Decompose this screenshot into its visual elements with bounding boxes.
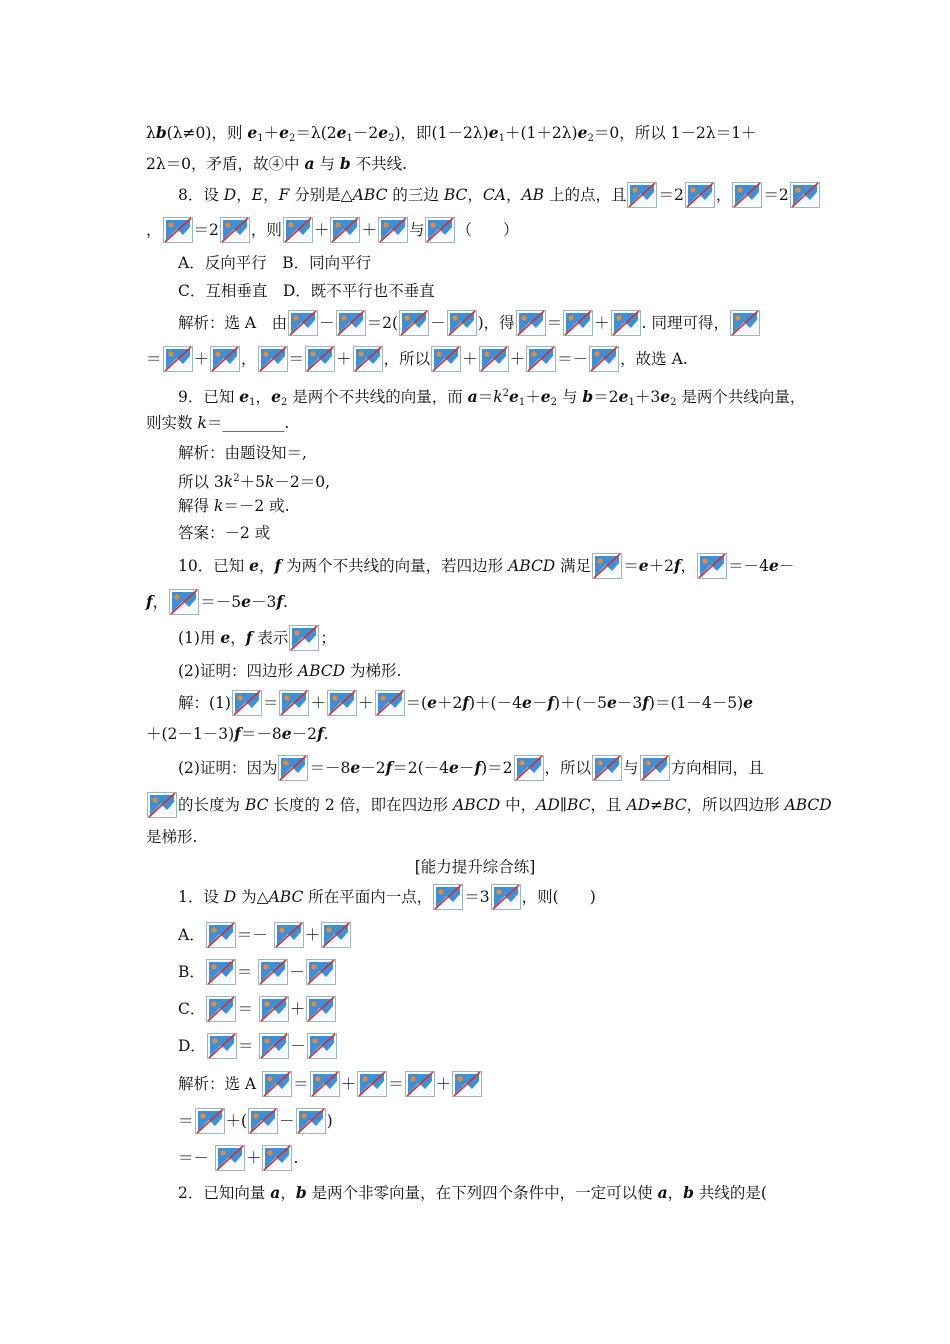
broken-image-icon [305, 346, 335, 372]
broken-image-icon [433, 884, 463, 910]
broken-image-icon [592, 553, 622, 579]
broken-image-icon [730, 310, 760, 336]
solution-line: ＝ ＋ ， ＝ ＋ ，所以 ＋ ＋ ＝－ ，故选 A. [146, 342, 810, 376]
broken-image-icon [526, 346, 556, 372]
option-line: B． ＝ － [178, 955, 810, 989]
broken-image-icon [592, 755, 622, 781]
broken-image-icon [262, 1145, 292, 1171]
broken-image-icon [283, 217, 313, 243]
broken-image-icon [289, 625, 319, 651]
solution-line: 所以 $3k^2+5k-2=0$, [178, 473, 331, 491]
broken-image-icon [327, 690, 357, 716]
broken-image-icon [163, 217, 193, 243]
broken-image-icon [399, 310, 429, 336]
option-line: D． ＝ － [178, 1029, 810, 1063]
question-10-line: 10．已知 e，f 为两个不共线的向量，若四边形 ABCD 满足 ＝e＋2f， ＝－4e－ [178, 549, 810, 583]
broken-image-icon [306, 959, 336, 985]
broken-image-icon [447, 310, 477, 336]
problem-2-line: 2．已知向量 a，b 是两个非零向量，在下列四个条件中，一定可以使 a，b 共线的是( [178, 1183, 767, 1202]
broken-image-icon [611, 310, 641, 336]
broken-image-icon [259, 996, 289, 1022]
section-heading: [能力提升综合练] [414, 858, 536, 876]
broken-image-icon [378, 217, 408, 243]
broken-image-icon [375, 690, 405, 716]
question-10-line: (2)证明：四边形 ABCD 为梯形. [178, 662, 402, 680]
broken-image-icon [479, 346, 509, 372]
option-line: C．互相垂直 D．既不平行也不垂直 [178, 282, 435, 300]
broken-image-icon [627, 182, 657, 208]
option-line: C． ＝ ＋ [178, 992, 810, 1026]
broken-image-icon [310, 1071, 340, 1097]
broken-image-icon [491, 884, 521, 910]
broken-image-icon [405, 1071, 435, 1097]
broken-image-icon [353, 346, 383, 372]
broken-image-icon [232, 690, 262, 716]
broken-image-icon [207, 1033, 237, 1059]
broken-image-icon [147, 792, 177, 818]
broken-image-icon [220, 217, 250, 243]
question-9-line: 则实数 k＝________. [146, 414, 290, 432]
broken-image-icon [169, 589, 199, 615]
broken-image-icon [321, 922, 351, 948]
broken-image-icon [296, 1108, 326, 1134]
solution-line: 解：(1) ＝ ＋ ＋ ＝(e＋2f)＋(－4e－f)＋(－5e－3f)＝(1－4－5)e [178, 686, 810, 720]
question-9-line: 9．已知 $e_1$，$e_2$ 是两个不共线的向量，而 $a=k^2e_1+e_2$ 与 $b=2e_1+3e_2$ 是两个共线向量， [178, 387, 806, 408]
broken-image-icon [210, 346, 240, 372]
broken-image-icon [685, 182, 715, 208]
solution-line: 的长度为 BC 长度的 2 倍，即在四边形 ABCD 中，AD∥BC，且 AD≠BC，所以四边形 ABCD [146, 788, 810, 822]
broken-image-icon [425, 217, 455, 243]
option-line: A．反向平行 B．同向平行 [178, 254, 372, 272]
solution-line: 解析：由题设知＝, [178, 444, 307, 462]
broken-image-icon [206, 959, 236, 985]
broken-image-icon [258, 959, 288, 985]
broken-image-icon [589, 346, 619, 372]
solution-line: ＋(2－1－3)f＝－8e－2f. [146, 724, 329, 743]
text-line: 2λ＝0，矛盾，故④中 a 与 b 不共线. [146, 154, 408, 173]
solution-line: 解析：选 A ＝ ＋ ＝ ＋ [178, 1067, 810, 1101]
broken-image-icon [279, 690, 309, 716]
broken-image-icon [259, 1033, 289, 1059]
solution-line: 是梯形. [146, 828, 198, 846]
question-8-line: 8．设 D，E，F 分别是△ABC 的三边 BC，CA，AB 上的点，且 ＝2 ， ＝2 [178, 178, 810, 212]
broken-image-icon [330, 217, 360, 243]
broken-image-icon [336, 310, 366, 336]
broken-image-icon [215, 1145, 245, 1171]
broken-image-icon [514, 755, 544, 781]
question-8-line: ， ＝2 ，则 ＋ ＋ 与 （ ） [146, 213, 810, 247]
broken-image-icon [452, 1071, 482, 1097]
question-10-line: f， ＝－5e－3f. [146, 585, 810, 619]
solution-line: 解析：选 A 由 － ＝2( － )，得 ＝ ＋ . 同理可得， [178, 306, 810, 340]
broken-image-icon [790, 182, 820, 208]
broken-image-icon [357, 1071, 387, 1097]
broken-image-icon [248, 1108, 278, 1134]
solution-line: ＝－ ＋ . [178, 1141, 810, 1175]
problem-1-line: 1．设 D 为△ABC 所在平面内一点， ＝3 ，则( ) [178, 880, 810, 914]
broken-image-icon [306, 996, 336, 1022]
broken-image-icon [563, 310, 593, 336]
question-10-line: (1)用 e，f 表示 ； [178, 621, 810, 655]
broken-image-icon [697, 553, 727, 579]
option-line: A． ＝－ ＋ [178, 918, 810, 952]
broken-image-icon [640, 755, 670, 781]
broken-image-icon [431, 346, 461, 372]
broken-image-icon [278, 755, 308, 781]
broken-image-icon [206, 922, 236, 948]
broken-image-icon [288, 310, 318, 336]
solution-line: 解得 k＝－2 或. [178, 497, 290, 515]
broken-image-icon [307, 1033, 337, 1059]
broken-image-icon [206, 996, 236, 1022]
broken-image-icon [262, 1071, 292, 1097]
solution-line: (2)证明：因为 ＝－8e－2f＝2(－4e－f)＝2 ，所以 与 方向相同，且 [178, 751, 810, 785]
broken-image-icon [732, 182, 762, 208]
broken-image-icon [195, 1108, 225, 1134]
broken-image-icon [274, 922, 304, 948]
answer-line: 答案：－2 或 [178, 524, 271, 542]
solution-line: ＝ ＋( － ) [178, 1104, 810, 1138]
text-line: λb(λ≠0)，则 $e_1+e_2=\lambda(2e_1-2e_2)$，即$(1-2\lambda)e_1+(1+2\lambda)e_2=0$，所以 1－2λ＝1＋ [146, 123, 757, 144]
broken-image-icon [516, 310, 546, 336]
broken-image-icon [163, 346, 193, 372]
broken-image-icon [258, 346, 288, 372]
